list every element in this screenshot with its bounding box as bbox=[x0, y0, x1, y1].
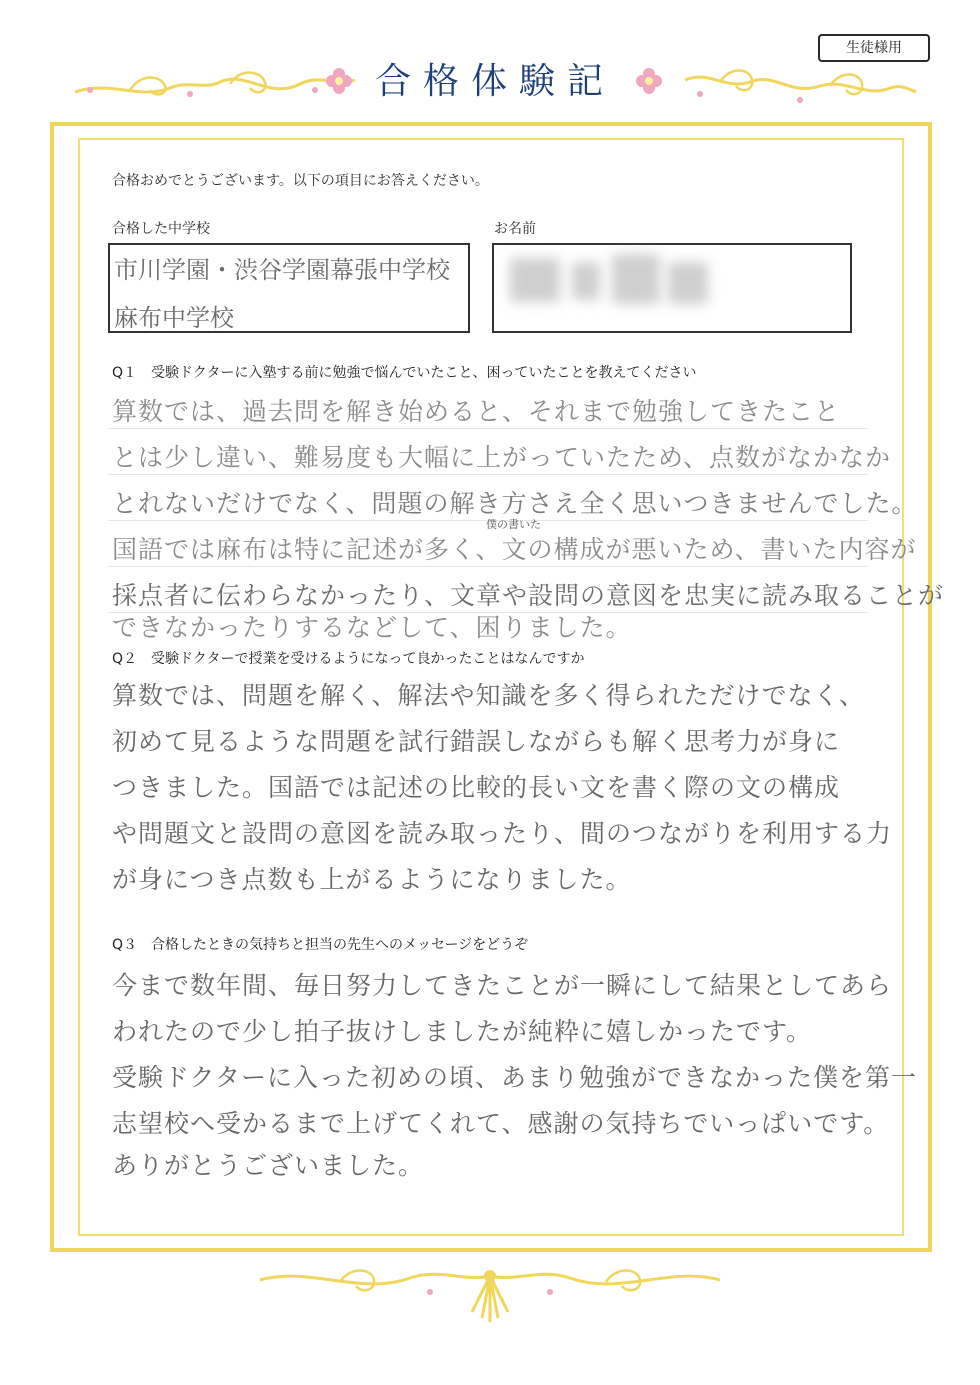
q1-answer-line-6: できなかったりするなどして、困りました。 bbox=[112, 613, 632, 642]
frame-corner-bottom-left bbox=[50, 1222, 80, 1252]
school-line-1: 市川学園・渋谷学園幕張中学校 bbox=[114, 256, 450, 284]
right-flower-icon bbox=[632, 64, 666, 98]
q1-answer-line-4: 国語では麻布は特に記述が多く、文の構成が悪いため、書いた内容が bbox=[112, 535, 917, 564]
q2-answer-line-2: 初めて見るような問題を試行錯誤しながらも解く思考力が身に bbox=[112, 727, 841, 756]
q3-answer-line-1: 今まで数年間、毎日努力してきたことが一瞬にして結果としてあら bbox=[112, 971, 893, 1000]
q1-answer-line-2: とは少し違い、難易度も大幅に上がっていたため、点数がなかなか bbox=[112, 443, 892, 472]
bottom-flourish-ornament bbox=[250, 1262, 730, 1342]
redacted-name-part-4 bbox=[668, 262, 708, 304]
q1-rule-1 bbox=[108, 428, 868, 429]
school-line-2: 麻布中学校 bbox=[114, 304, 234, 332]
intro-text: 合格おめでとうございます。以下の項目にお答えください。 bbox=[112, 173, 489, 189]
q3-answer-line-5: ありがとうございました。 bbox=[112, 1151, 425, 1180]
q2-answer-line-1: 算数では、問題を解く、解法や知識を多く得られただけでなく、 bbox=[112, 681, 866, 710]
q1-answer-line-3: とれないだけでなく、問題の解き方さえ全く思いつきませんでした。 bbox=[112, 489, 918, 518]
q2-answer-line-3: つきました。国語では記述の比較的長い文を書く際の文の構成 bbox=[112, 773, 841, 802]
redacted-name-part-3 bbox=[612, 254, 660, 304]
page-title: 合格体験記 bbox=[374, 61, 615, 102]
frame-corner-top-right bbox=[902, 122, 932, 152]
q3-answer-line-3: 受験ドクターに入った初めの頃、あまり勉強ができなかった僕を第一 bbox=[112, 1063, 918, 1092]
q3-answer-line-2: われたので少し拍子抜けしましたが純粋に嬉しかったです。 bbox=[112, 1017, 813, 1046]
left-flower-icon bbox=[322, 64, 356, 98]
frame-corner-top-left bbox=[50, 122, 80, 152]
right-flourish-ornament bbox=[680, 60, 920, 110]
q1-insert-annotation: 僕の書いた bbox=[486, 518, 541, 531]
redacted-name-part-1 bbox=[510, 258, 560, 302]
q2-answer-line-4: や問題文と設問の意図を読み取ったり、間のつながりを利用する力 bbox=[112, 819, 893, 848]
q2-answer-line-5: が身につき点数も上がるようになりました。 bbox=[112, 865, 632, 894]
frame-corner-bottom-right bbox=[902, 1222, 932, 1252]
left-flourish-ornament bbox=[70, 60, 360, 110]
q3-question: Q３ 合格したときの気持ちと担当の先生へのメッセージをどうぞ bbox=[112, 937, 529, 953]
q1-answer-line-1: 算数では、過去問を解き始めると、それまで勉強してきたこと bbox=[112, 397, 841, 426]
redacted-name-part-2 bbox=[572, 262, 600, 300]
q1-rule-2 bbox=[108, 474, 868, 475]
q2-question: Q２ 受験ドクターで授業を受けるようになって良かったことはなんですか bbox=[112, 651, 585, 667]
q1-question: Q１ 受験ドクターに入塾する前に勉強で悩んでいたこと、困っていたことを教えてください bbox=[112, 365, 697, 381]
name-label: お名前 bbox=[494, 221, 536, 237]
school-label: 合格した中学校 bbox=[112, 221, 210, 237]
q3-answer-line-4: 志望校へ受かるまで上げてくれて、感謝の気持ちでいっぱいです。 bbox=[112, 1109, 890, 1138]
q1-rule-4 bbox=[108, 566, 868, 567]
usage-badge: 生徒様用 bbox=[818, 34, 930, 62]
q1-answer-line-5: 採点者に伝わらなかったり、文章や設問の意図を忠実に読み取ることが bbox=[112, 581, 945, 610]
